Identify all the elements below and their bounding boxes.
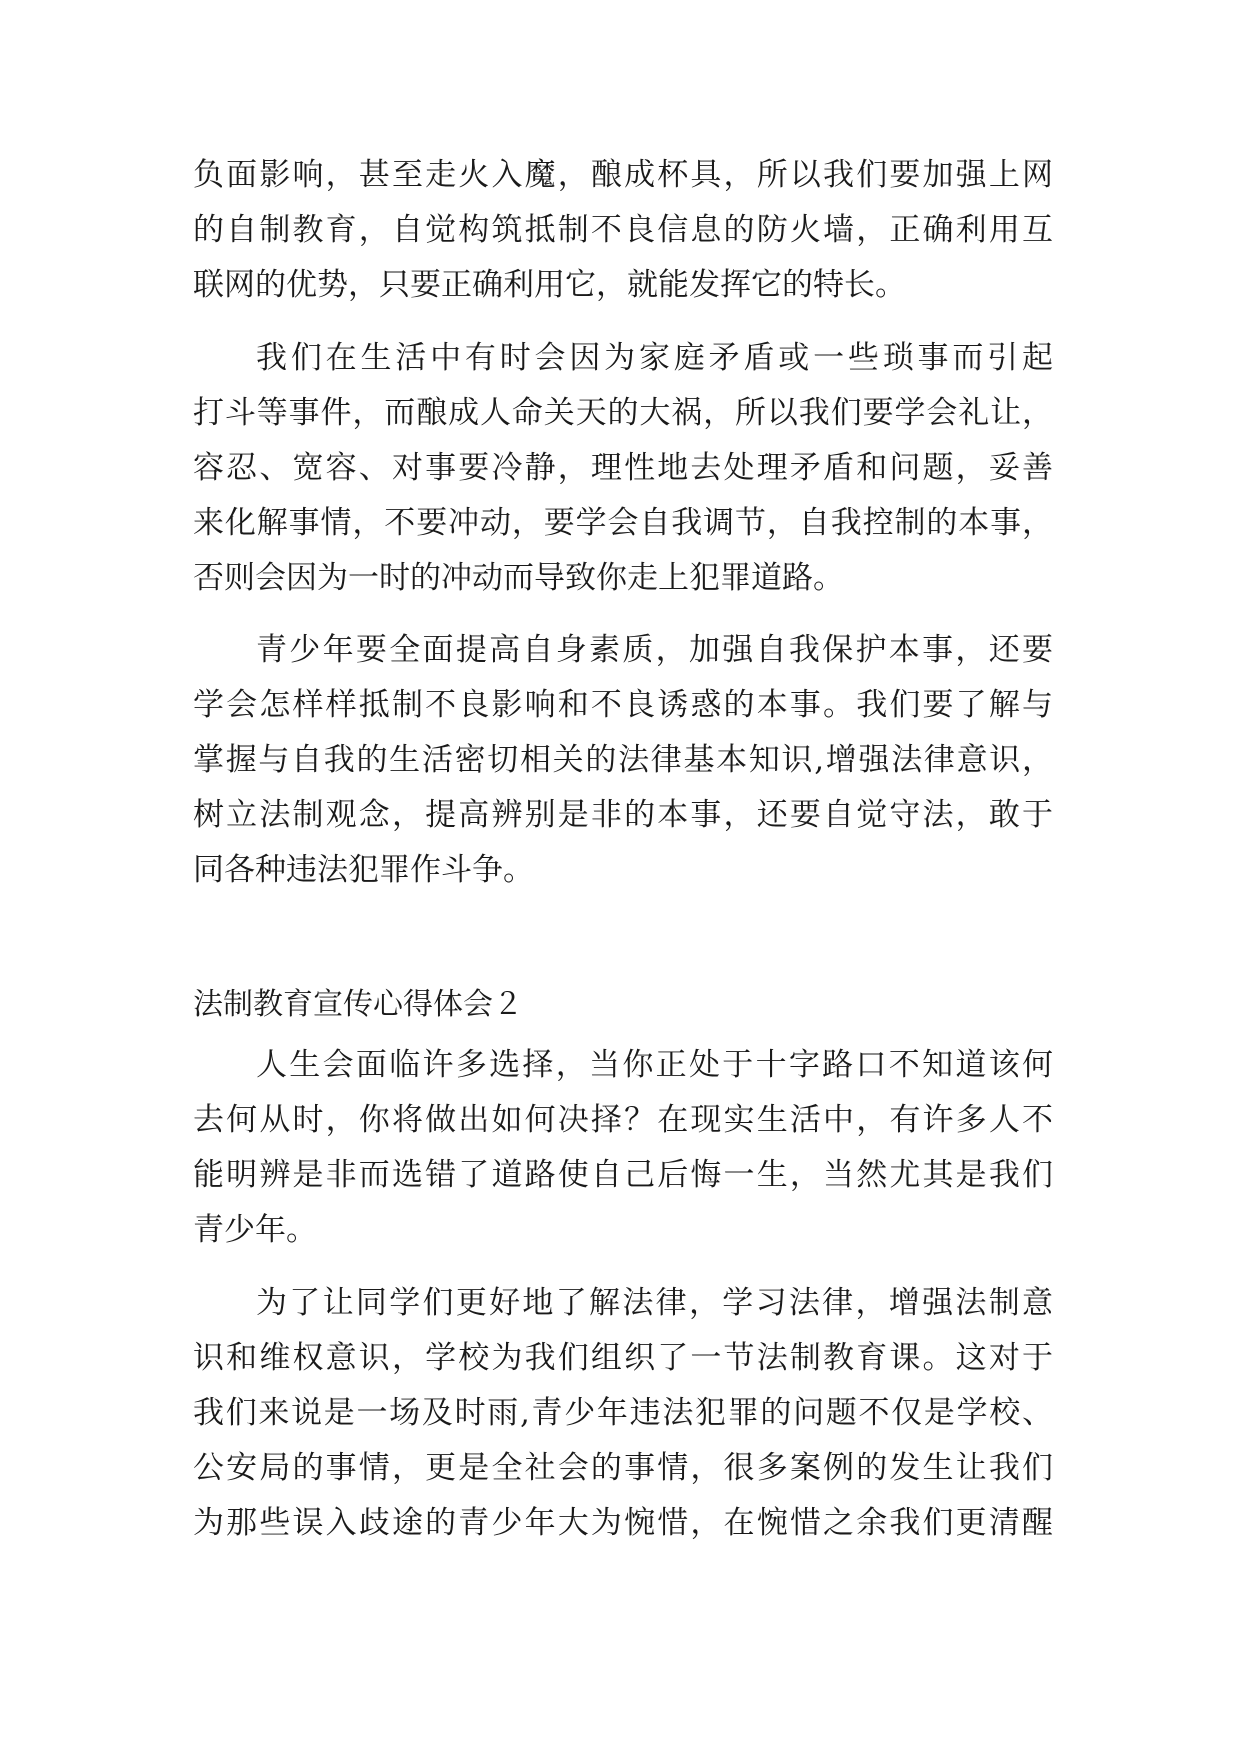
paragraph-5-line-1: 为了让同学们更好地了解法律，学习法律，增强法制意: [256, 1285, 1053, 1321]
paragraph-3-line-5: 同各种违法犯罪作斗争。: [193, 852, 534, 888]
paragraph-4-line-3: 能明辨是非而选错了道路使自己后悔一生，当然尤其是我们: [193, 1157, 1053, 1193]
paragraph-2-line-2: 打斗等事件，而酿成人命关天的大祸，所以我们要学会礼让，: [193, 395, 1053, 431]
paragraph-3-line-4: 树立法制观念，提高辨别是非的本事，还要自觉守法，敢于: [193, 797, 1053, 833]
paragraph-3-line-3: 掌握与自我的生活密切相关的法律基本知识,增强法律意识，: [193, 742, 1053, 778]
paragraph-5-line-5: 为那些误入歧途的青少年大为惋惜，在惋惜之余我们更清醒: [193, 1505, 1053, 1541]
paragraph-5-line-3: 我们来说是一场及时雨,青少年违法犯罪的问题不仅是学校、: [193, 1395, 1053, 1431]
paragraph-5-line-2: 识和维权意识，学校为我们组织了一节法制教育课。这对于: [193, 1340, 1053, 1376]
paragraph-2-line-4: 来化解事情，不要冲动，要学会自我调节，自我控制的本事，: [193, 505, 1053, 541]
paragraph-1-line-2: 的自制教育，自觉构筑抵制不良信息的防火墙，正确利用互: [193, 212, 1053, 248]
paragraph-4-line-1: 人生会面临许多选择，当你正处于十字路口不知道该何: [256, 1047, 1053, 1083]
paragraph-2-line-1: 我们在生活中有时会因为家庭矛盾或一些琐事而引起: [256, 340, 1053, 376]
paragraph-1-line-1: 负面影响，甚至走火入魔，酿成杯具，所以我们要加强上网: [193, 157, 1053, 193]
paragraph-2-line-3: 容忍、宽容、对事要冷静，理性地去处理矛盾和问题，妥善: [193, 450, 1053, 486]
paragraph-1-line-3: 联网的优势，只要正确利用它，就能发挥它的特长。: [193, 267, 906, 303]
paragraph-3-line-2: 学会怎样样抵制不良影响和不良诱惑的本事。我们要了解与: [193, 687, 1053, 723]
paragraph-5-line-4: 公安局的事情，更是全社会的事情，很多案例的发生让我们: [193, 1450, 1053, 1486]
paragraph-3-line-1: 青少年要全面提高自身素质，加强自我保护本事，还要: [256, 632, 1053, 668]
section-heading: 法制教育宣传心得体会２: [193, 987, 523, 1022]
paragraph-4-line-4: 青少年。: [193, 1212, 317, 1248]
paragraph-4-line-2: 去何从时，你将做出如何决择？在现实生活中，有许多人不: [193, 1102, 1053, 1138]
paragraph-2-line-5: 否则会因为一时的冲动而导致你走上犯罪道路。: [193, 560, 844, 596]
